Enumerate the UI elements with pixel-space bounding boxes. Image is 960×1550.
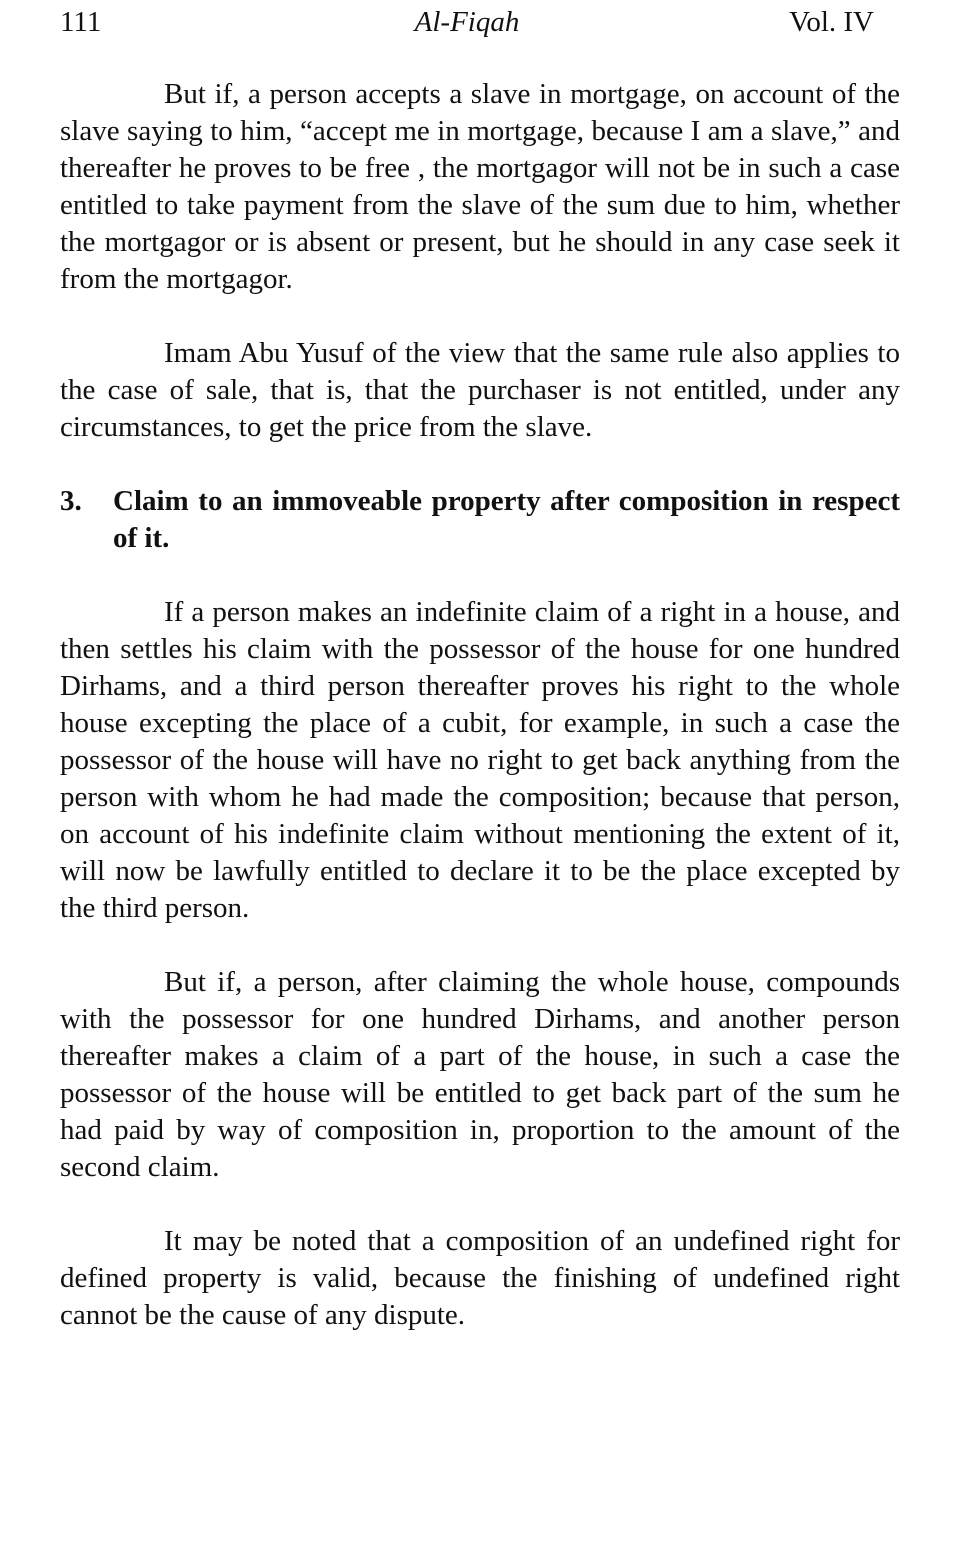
volume-label: Vol. IV [789,6,874,38]
paragraph-indefinite-claim: If a person makes an indefinite claim of a right in a house, and then settles his claim with the possessor of the house for one hundred Dirhams, and a third person thereafter proves his right to the whole house excepting the place of a cubit, for example, in such a case the possessor of the house will have no right to get back anything from the person with whom he had made the composition; because that person, on account of his indefinite claim without mentioning the extent of it, will now be lawfully entitled to declare it to be the place excepted by the third person. [60,596,900,924]
section-heading [60,483,900,557]
page-header [60,2,874,42]
section-title: Claim to an immoveable property after composition in respect of it. [113,485,900,554]
paragraph-abu-yusuf-view: Imam Abu Yusuf of the view that the same rule also applies to the case of sale, that is, that the purchaser is not entitled, under any circumstances, to get the price from the slave. [60,337,900,443]
paragraph-mortgage-slave: But if, a person accepts a slave in mortgage, on account of the slave saying to him, “accept me in mortgage, because I am a slave,” and thereafter he proves to be free , the mortgagor will not be in such a case entitled to take payment from the slave of the sum due to him, whether the mortgagor or is absent or present, but he should in any case seek it from the mortgagor. [60,78,900,295]
body-text [60,76,900,1371]
running-title: Al-Fiqah [414,6,520,38]
page-number: 111 [60,6,102,38]
paragraph-whole-house-claim: But if, a person, after claiming the whole house, compounds with the possessor for one hundred Dirhams, and another person thereafter makes a claim of a part of the house, in such a case the possessor of the house will be entitled to get back part of the sum he had paid by way of composition in, proportion to the amount of the second claim. [60,966,900,1183]
section-number: 3. [60,485,82,517]
paragraph-undefined-right: It may be noted that a composition of an undefined right for defined property is valid, because the finishing of undefined right cannot be the cause of any dispute. [60,1225,900,1331]
